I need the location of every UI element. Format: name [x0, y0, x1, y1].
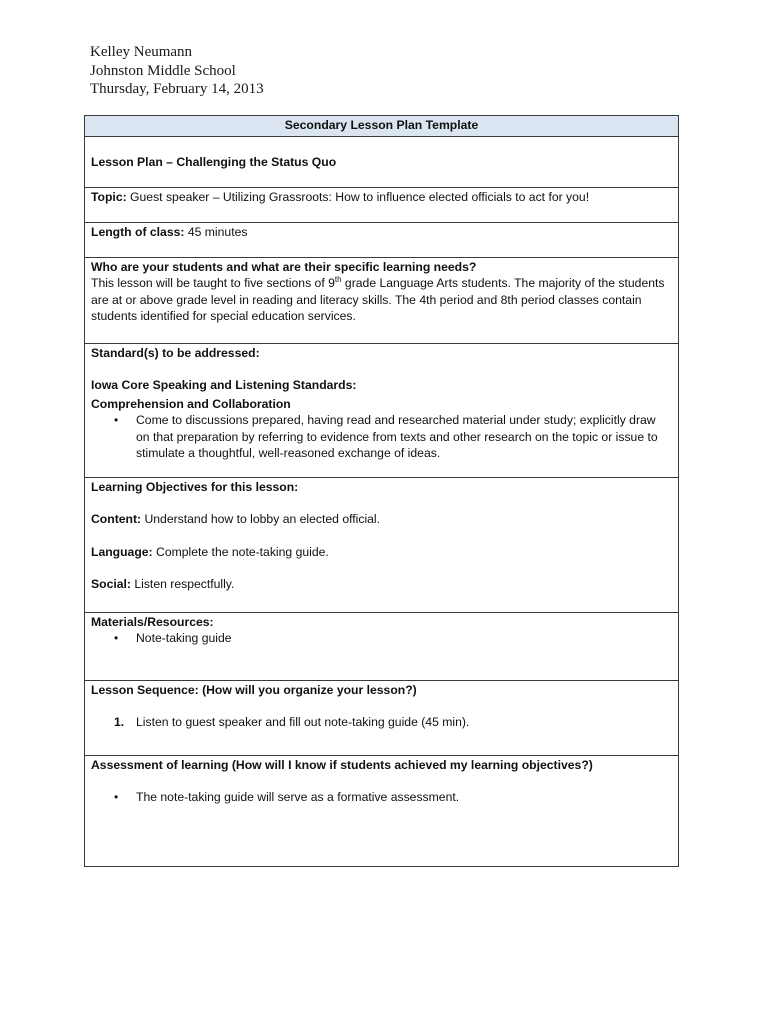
lesson-plan-title: Lesson Plan – Challenging the Status Quo [91, 154, 337, 169]
sequence-row [85, 680, 679, 755]
length-cell [85, 222, 679, 257]
sequence-list [91, 714, 672, 731]
list-item [114, 789, 672, 806]
social-value: Listen respectfully. [130, 577, 235, 591]
content-value: Understand how to lobby an elected official. [141, 512, 381, 526]
social-label: Social: [91, 577, 131, 591]
topic-label: Topic: [91, 189, 127, 204]
sequence-item-text: Listen to guest speaker and fill out note-taking guide (45 min). [136, 715, 470, 729]
materials-heading: Materials/Resources: [91, 614, 214, 629]
students-text-end: grade Language Arts students. The majority of the students are at or above grade level in reading and literacy skills. The 4th period and 8th period classes contain students identified for special education services. [91, 276, 665, 323]
standards-row [85, 343, 679, 477]
title-row [85, 116, 679, 137]
standards-category: Comprehension and Collaboration [91, 396, 291, 411]
materials-cell [85, 612, 679, 680]
assessment-item-text: The note-taking guide will serve as a formative assessment. [136, 790, 460, 804]
lesson-plan-cell [85, 136, 679, 187]
objective-content [91, 511, 672, 528]
materials-item-text: Note-taking guide [136, 631, 232, 645]
standards-heading: Standard(s) to be addressed: [91, 345, 260, 360]
materials-list [91, 630, 672, 647]
topic-value: Guest speaker – Utilizing Grassroots: How to influence elected officials to act for you! [126, 189, 590, 204]
assessment-heading: Assessment of learning (How will I know if students achieved my learning objectives?) [91, 757, 593, 772]
language-label: Language: [91, 544, 153, 559]
length-value: 45 minutes [184, 224, 248, 239]
assessment-list [91, 789, 672, 806]
students-text-start: This lesson will be taught to five sections of 9 [91, 276, 335, 290]
sequence-number: 1. [114, 715, 125, 729]
standards-bullet-text: Come to discussions prepared, having read and researched material under study; explicitly draw on that preparation by referring to evidence from texts and other research on the topic or issue to stimulate a thoughtful, well-reasoned exchange of ideas. [136, 413, 658, 460]
bullet-icon: • [114, 790, 119, 804]
bullet-icon: • [114, 413, 119, 427]
objectives-cell [85, 477, 679, 612]
length-row [85, 222, 679, 257]
objective-social [91, 576, 672, 593]
students-text-superscript: th [334, 274, 342, 284]
assessment-row [85, 755, 679, 866]
list-item [114, 630, 672, 647]
list-item [114, 714, 672, 731]
standards-cell [85, 343, 679, 477]
objective-language [91, 544, 672, 561]
author-name: Kelley Neumann [90, 44, 193, 60]
standards-list [91, 412, 672, 462]
document-date: Thursday, February 14, 2013 [90, 81, 264, 97]
students-row [85, 257, 679, 343]
materials-row [85, 612, 679, 680]
sequence-cell [85, 680, 679, 755]
students-description [91, 275, 672, 325]
author-header [90, 43, 264, 99]
table-title: Secondary Lesson Plan Template [85, 116, 679, 137]
sequence-heading: Lesson Sequence: (How will you organize your lesson?) [91, 682, 417, 697]
lesson-plan-table [84, 115, 679, 867]
students-heading: Who are your students and what are their specific learning needs? [91, 259, 477, 274]
standards-subheading: Iowa Core Speaking and Listening Standards: [91, 378, 357, 392]
list-item [114, 412, 672, 462]
bullet-icon: • [114, 631, 119, 645]
topic-row [85, 187, 679, 222]
students-cell [85, 257, 679, 343]
lesson-plan-row [85, 136, 679, 187]
objectives-row [85, 477, 679, 612]
content-label: Content: [91, 512, 142, 526]
school-name: Johnston Middle School [90, 62, 236, 79]
language-value: Complete the note-taking guide. [152, 544, 329, 559]
objectives-heading: Learning Objectives for this lesson: [91, 479, 299, 494]
assessment-cell [85, 755, 679, 866]
length-label: Length of class: [91, 224, 185, 239]
topic-cell [85, 187, 679, 222]
